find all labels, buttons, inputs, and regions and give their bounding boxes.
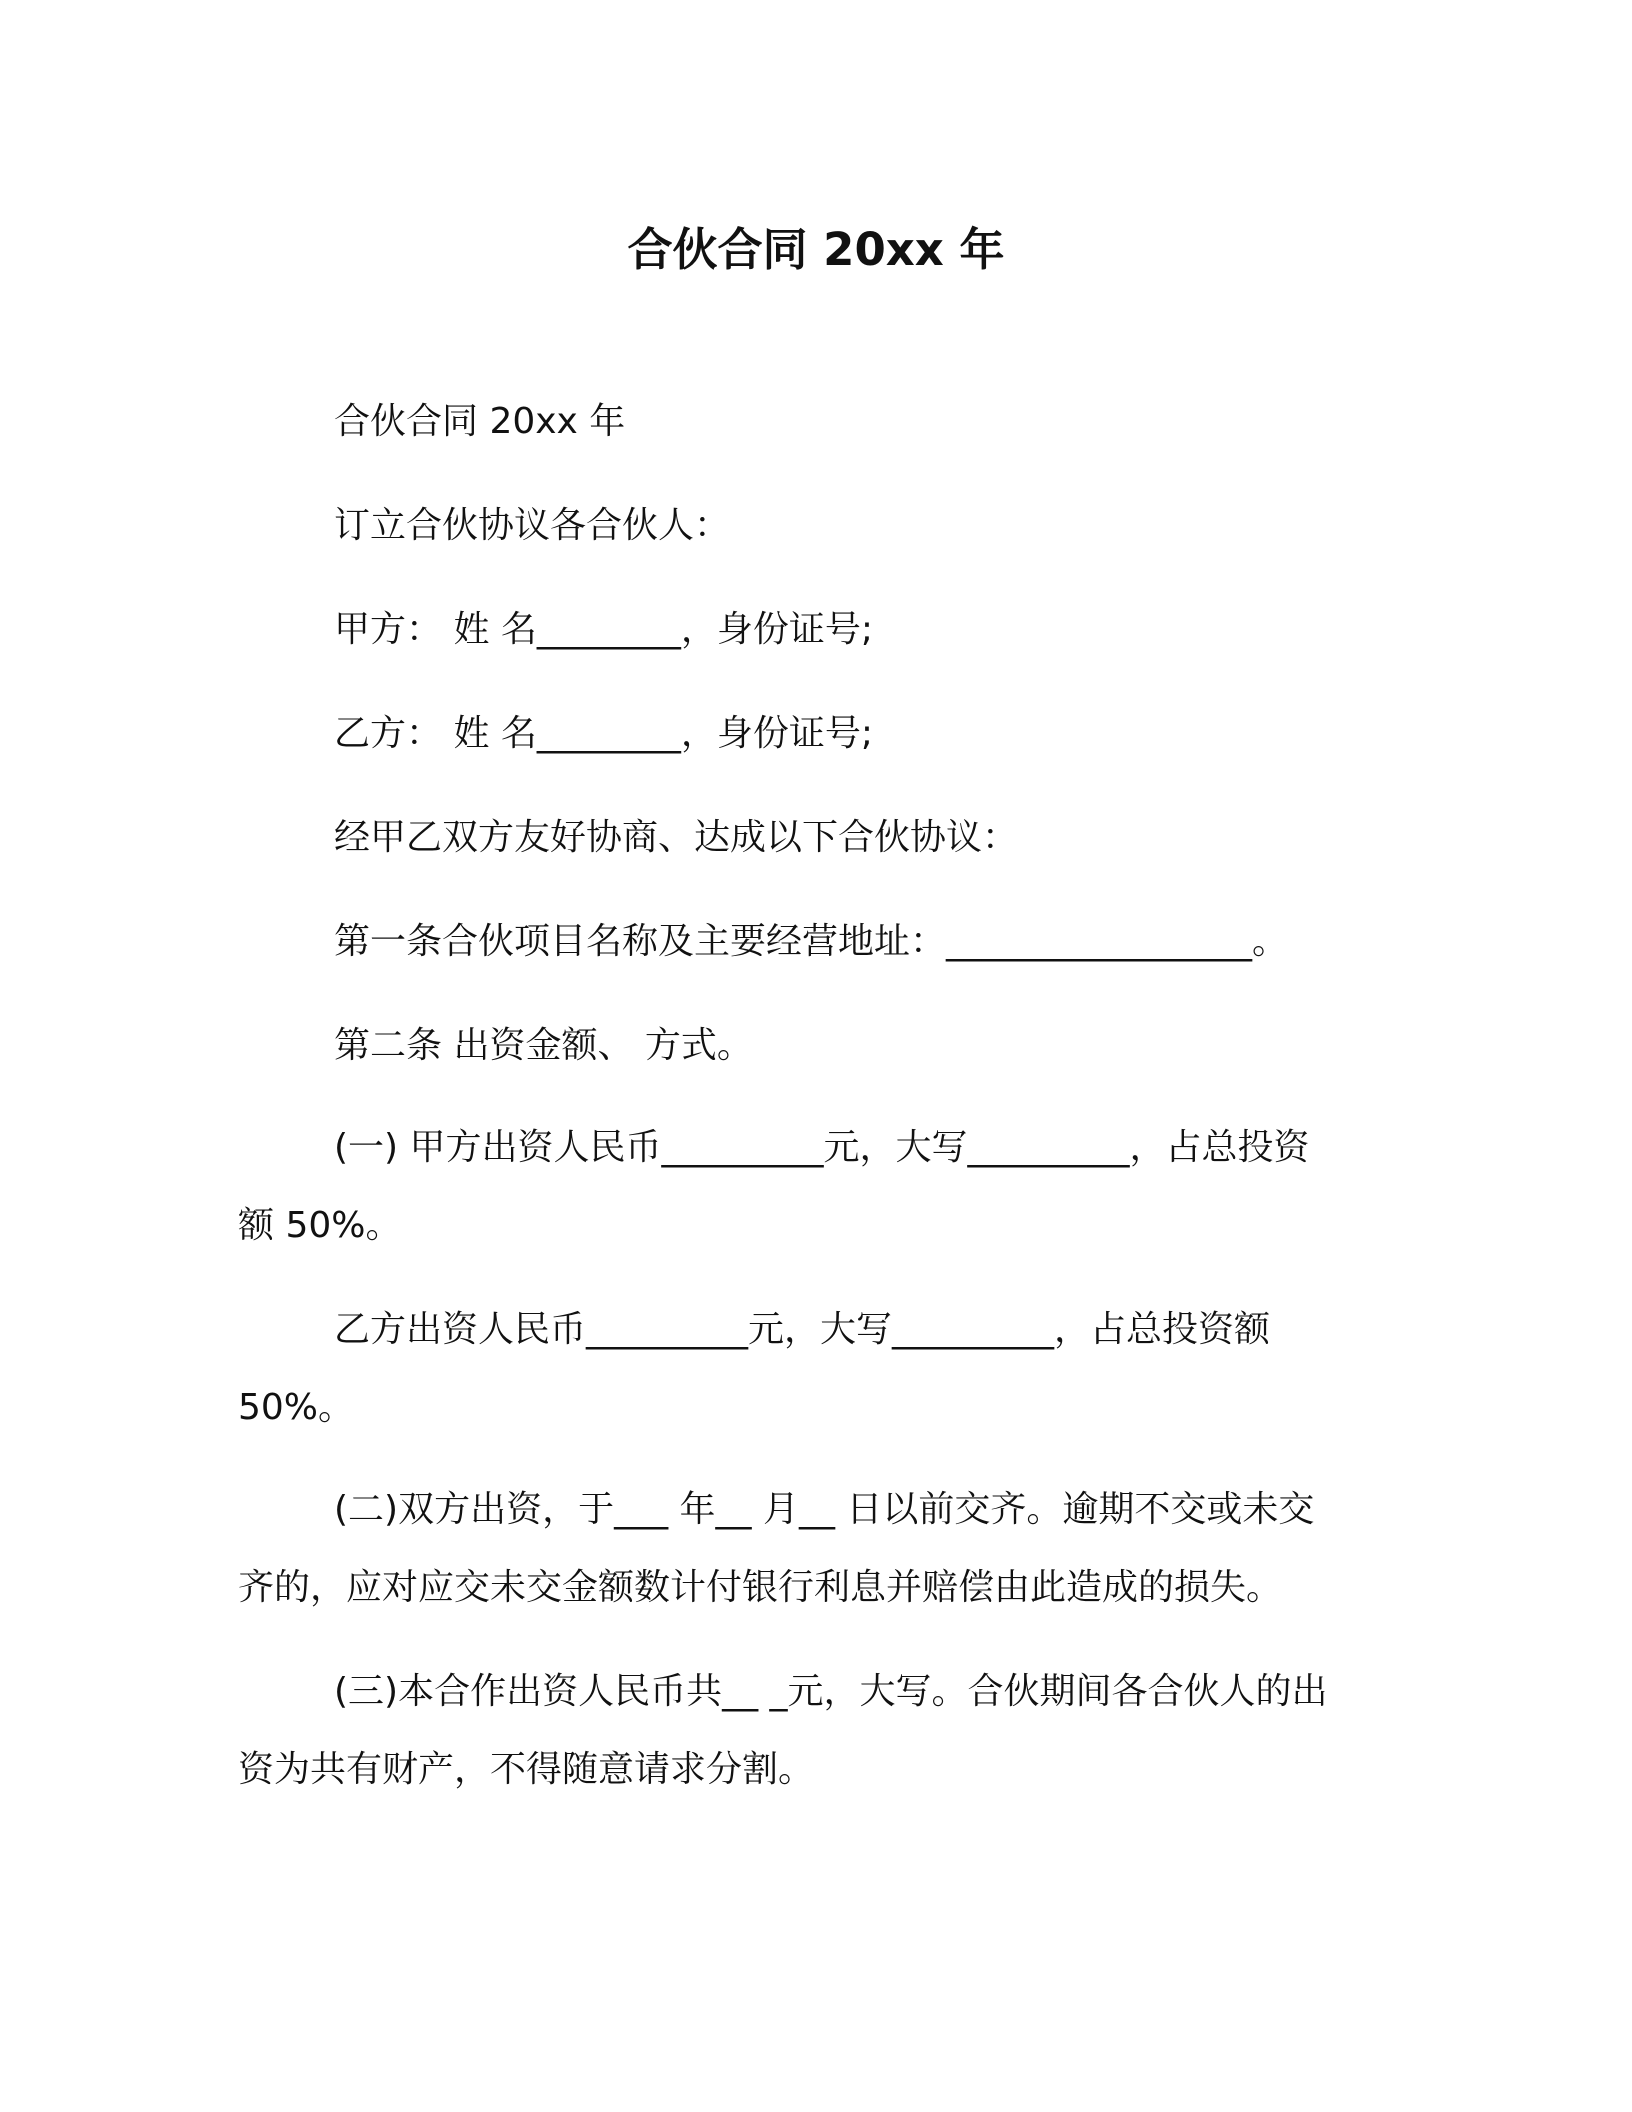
agreement-intro: 经甲乙双方友好协商、达成以下合伙协议： (334, 817, 1019, 858)
clause-3-line-2: 资为共有财产，不得随意请求分割。 (238, 1749, 815, 1790)
clause-2-line-1: (二)双方出资，于___ 年__ 月__ 日以前交齐。逾期不交或未交 (334, 1489, 1315, 1530)
parties-intro: 订立合伙协议各合伙人： (334, 505, 731, 546)
party-b-contribution-line-1: 乙方出资人民币_________元，大写_________，占总投资额 (334, 1309, 1271, 1350)
clause-2-line-2: 齐的，应对应交未交金额数计付银行利息并赔偿由此造成的损失。 (238, 1567, 1283, 1608)
article-2-heading: 第二条 出资金额、 方式。 (334, 1025, 753, 1066)
article-1: 第一条合伙项目名称及主要经营地址：_________________。 (334, 921, 1289, 962)
clause-1-line-2: 额 50%。 (238, 1205, 402, 1246)
party-a-line: 甲方： 姓 名________，身份证号; (334, 609, 874, 650)
party-b-contribution-line-2: 50%。 (238, 1387, 355, 1428)
party-b-line: 乙方： 姓 名________，身份证号; (334, 713, 874, 754)
contract-heading: 合伙合同 20xx 年 (334, 401, 626, 442)
document-title: 合伙合同 20xx 年 (627, 223, 1005, 276)
clause-3-line-1: (三)本合作出资人民币共__ _元，大写。合伙期间各合伙人的出 (334, 1671, 1328, 1712)
clause-1-line-1: (一) 甲方出资人民币_________元，大写_________，占总投资 (334, 1127, 1310, 1168)
